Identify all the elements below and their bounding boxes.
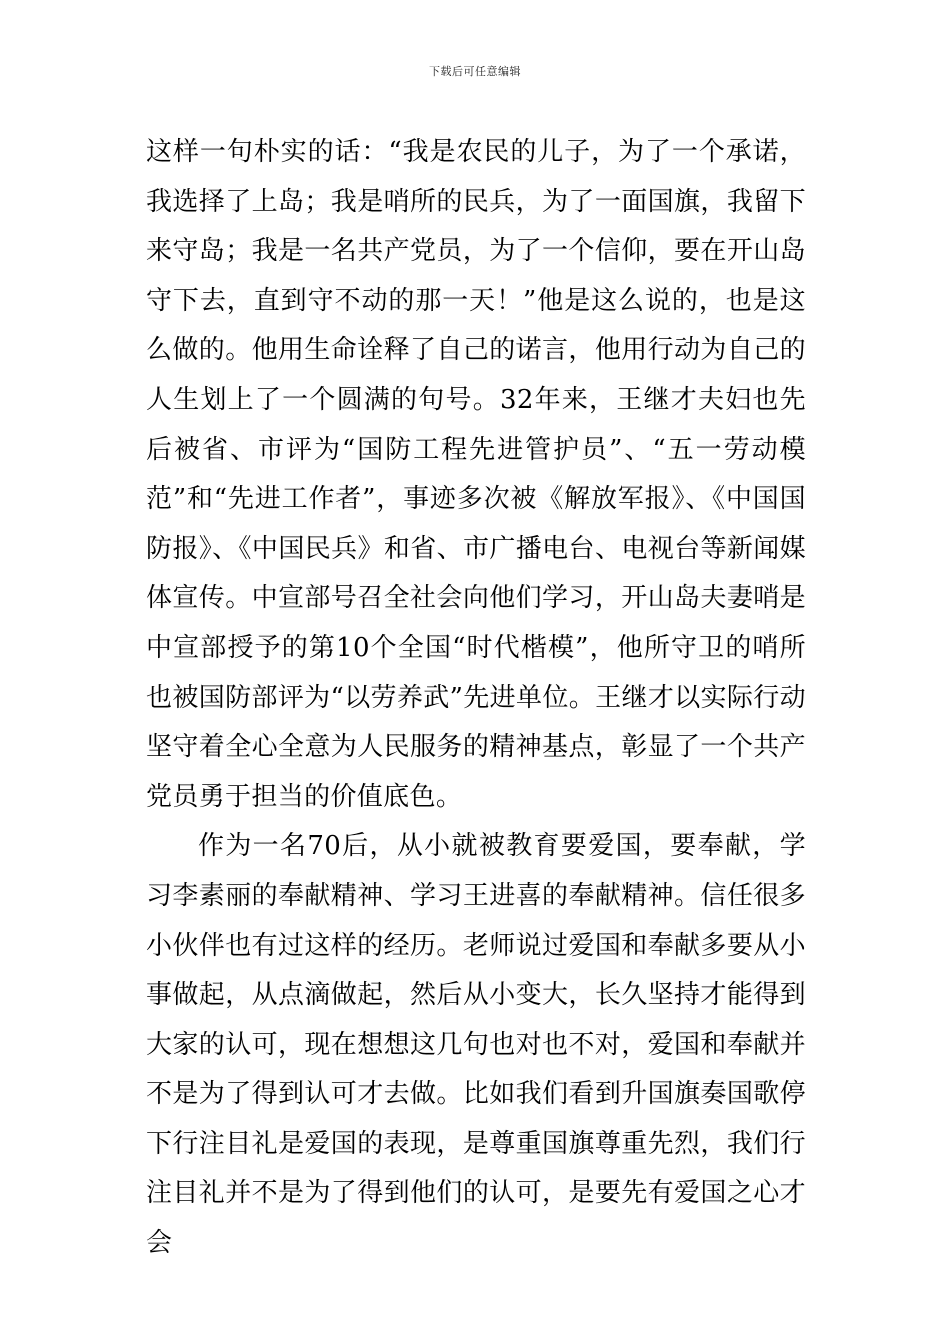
- paragraph-seventies: 作为一名70后，从小就被教育要爱国，要奉献，学习李素丽的奉献精神、学习王进喜的奉献精神。信任很多小伙伴也有过这样的经历。老师说过爱国和奉献多要从小事做起，从点滴做起，然后从小变大，长久坚持才能得到大家的认可，现在想想这几句也对也不对，爱国和奉献并不是为了得到认可才去做。比如我们看到升国旗奏国歌停下行注目礼是爱国的表现，是尊重国旗尊重先烈，我们行注目礼并不是为了得到他们的认可，是要先有爱国之心才会: [146, 831, 806, 1259]
- document-body: [146, 128, 806, 1269]
- page-header: 下载后可任意编辑: [429, 65, 521, 78]
- paragraph-continuation: 这样一句朴实的话：“我是农民的儿子，为了一个承诺，我选择了上岛；我是哨所的民兵，为了一面国旗，我留下来守岛；我是一名共产党员，为了一个信仰，要在开山岛守下去，直到守不动的那一天！”他是这么说的，也是这么做的。他用生命诠释了自己的诺言，他用行动为自己的人生划上了一个圆满的句号。32年来，王继才夫妇也先后被省、市评为“国防工程先进管护员”、“五一劳动模范”和“先进工作者”，事迹多次被《解放军报》、《中国国防报》、《中国民兵》和省、市广播电台、电视台等新闻媒体宣传。中宣部号召全社会向他们学习，开山岛夫妻哨是中宣部授予的第10个全国“时代楷模”，他所守卫的哨所也被国防部评为“以劳养武”先进单位。王继才以实际行动坚守着全心全意为人民服务的精神基点，彰显了一个共产党员勇于担当的价值底色。: [146, 137, 806, 812]
